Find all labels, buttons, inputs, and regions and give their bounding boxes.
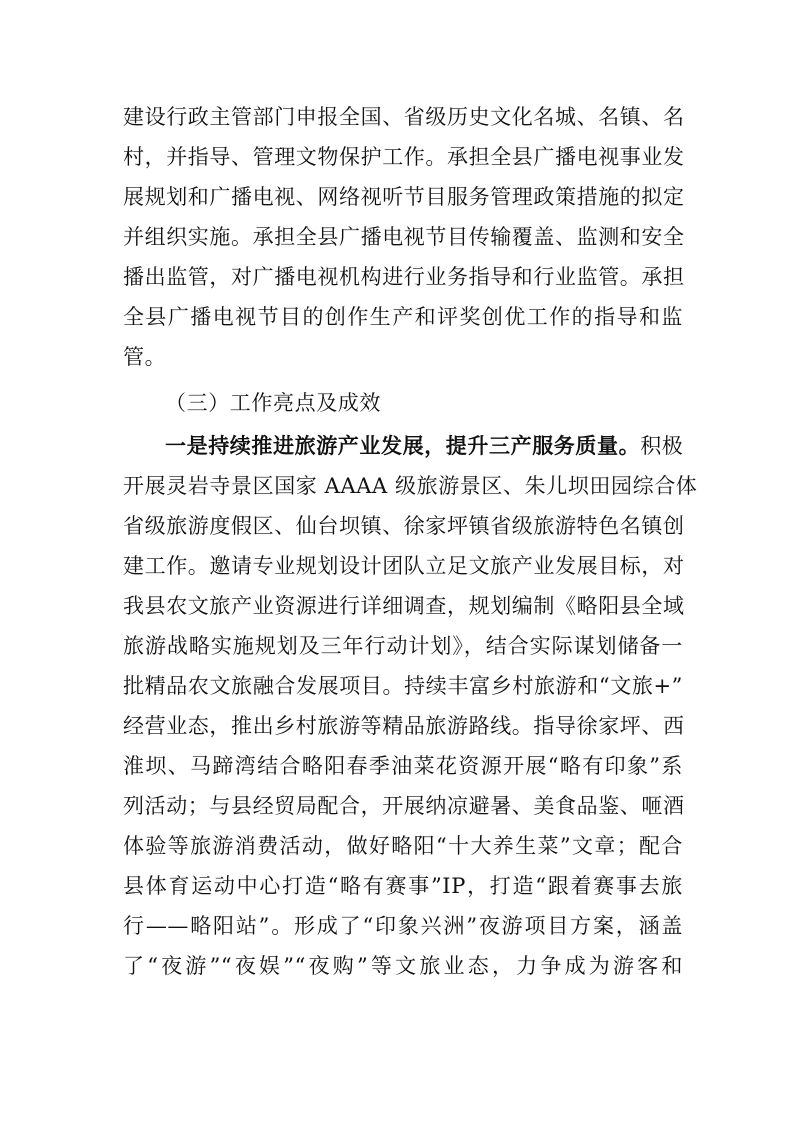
- text-line: 淮坝、马蹄湾结合略阳春季油菜花资源开展“略有印象”系: [123, 754, 683, 778]
- lead-sentence: 一是持续推进旅游产业发展，提升三产服务质量。: [165, 433, 641, 458]
- text-line: 批精品农文旅融合发展项目。持续丰富乡村旅游和“文旅+”: [123, 674, 683, 698]
- section-heading: （三）工作亮点及成效: [165, 391, 381, 415]
- text-line: 省级旅游度假区、仙台坝镇、徐家坪镇省级旅游特色名镇创: [123, 514, 685, 538]
- text-line: 我县农文旅产业资源进行详细调查，规划编制《略阳县全域: [123, 594, 685, 618]
- lead-line-rest: 积极: [640, 434, 684, 458]
- text-line: 体验等旅游消费活动，做好略阳“十大养生菜”文章；配合: [123, 834, 683, 858]
- text-line: 开展灵岩寺景区国家 AAAA 级旅游景区、朱儿坝田园综合体: [123, 474, 698, 498]
- text-line: 并组织实施。承担全县广播电视节目传输覆盖、监测和安全: [123, 225, 685, 249]
- text-line: 行——略阳站”。形成了“印象兴洲”夜游项目方案，涵盖: [123, 914, 683, 938]
- text-line: 了“夜游”“夜娱”“夜购”等文旅业态，力争成为游客和: [123, 954, 683, 978]
- text-line: 全县广播电视节目的创作生产和评奖创优工作的指导和监: [123, 305, 683, 329]
- paragraph-lead-line: [165, 431, 683, 461]
- text-line: 播出监管，对广播电视机构进行业务指导和行业监管。承担: [123, 265, 685, 289]
- text-line: 建设行政主管部门申报全国、省级历史文化名城、名镇、名: [123, 105, 685, 129]
- text-line: 经营业态，推出乡村旅游等精品旅游路线。指导徐家坪、西: [123, 714, 685, 738]
- text-line: 村，并指导、管理文物保护工作。承担全县广播电视事业发: [123, 145, 685, 169]
- text-line: 列活动；与县经贸局配合，开展纳凉避暑、美食品鉴、咂酒: [123, 794, 685, 818]
- text-line: 旅游战略实施规划及三年行动计划》，结合实际谋划储备一: [123, 634, 683, 658]
- text-line: 管。: [123, 345, 167, 369]
- text-line: 展规划和广播电视、网络视听节目服务管理政策措施的拟定: [123, 185, 685, 209]
- text-line: 建工作。邀请专业规划设计团队立足文旅产业发展目标，对: [123, 554, 685, 578]
- text-line: 县体育运动中心打造“略有赛事”IP，打造“跟着赛事去旅: [123, 874, 683, 898]
